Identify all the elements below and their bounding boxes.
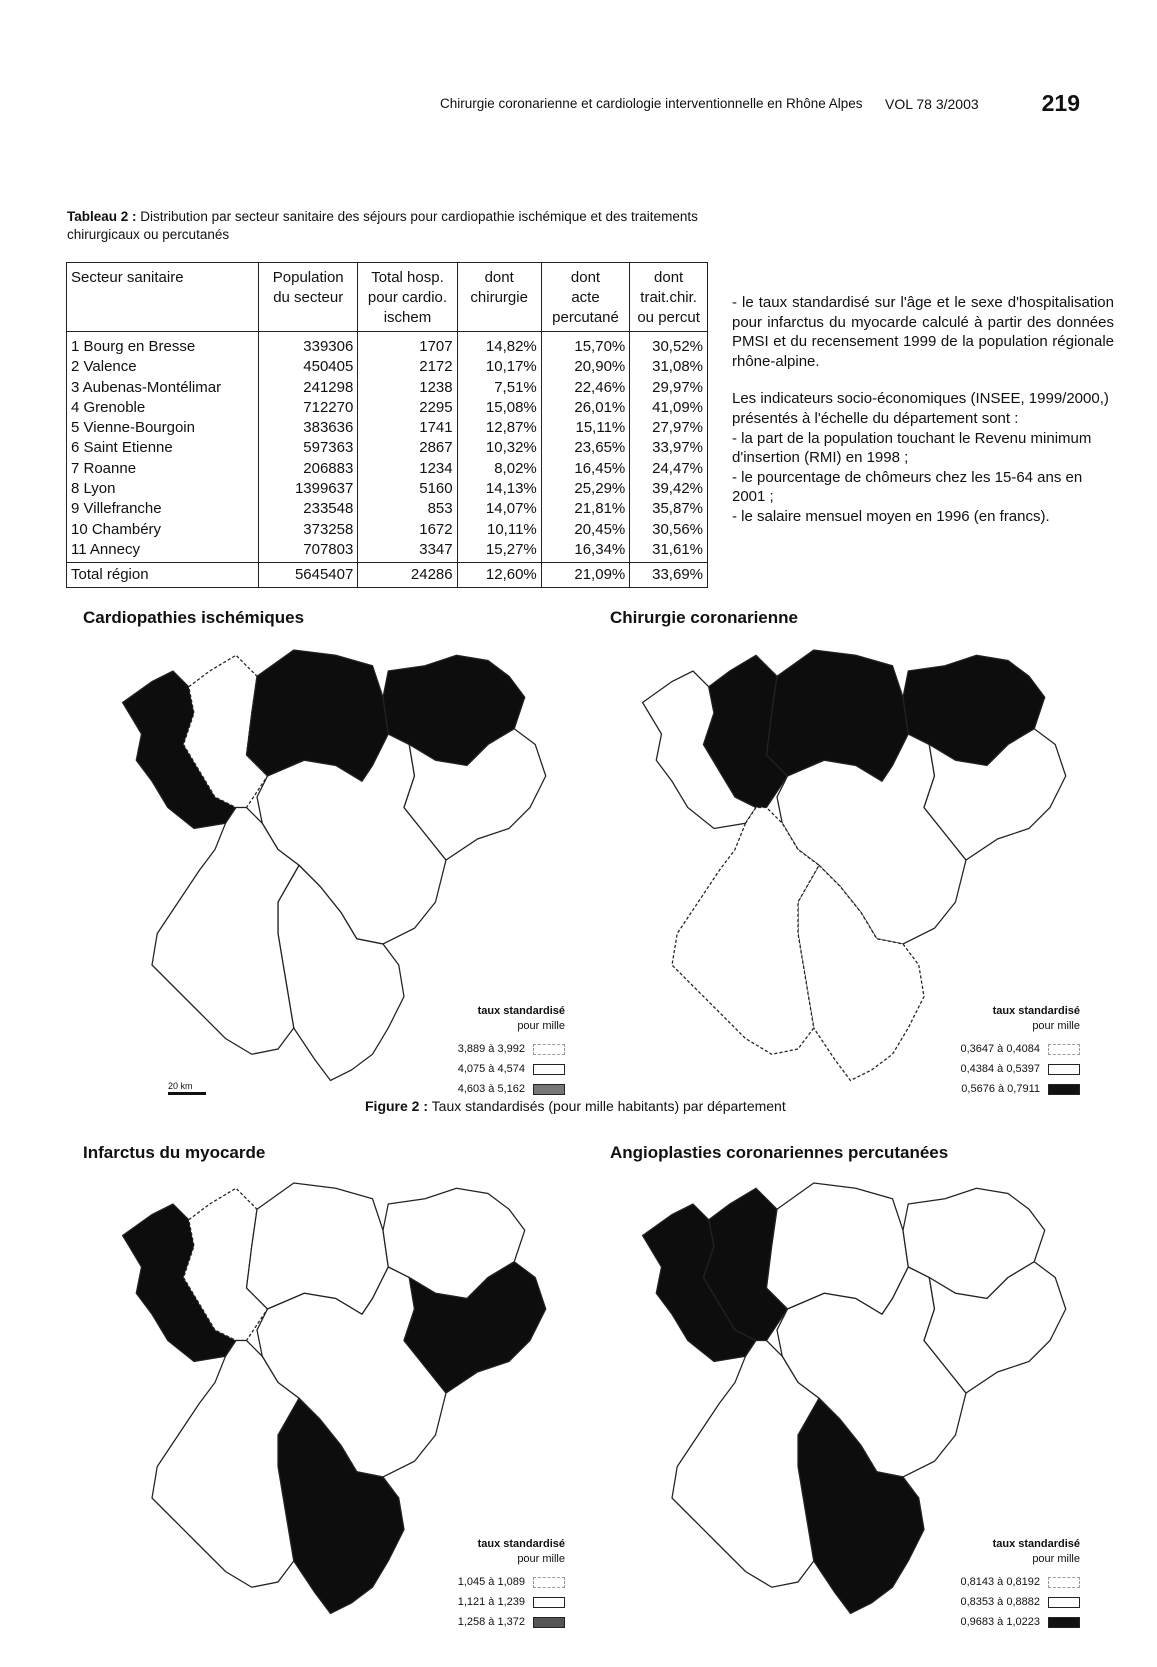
department-ain	[247, 1183, 389, 1314]
table-cell: 707803	[259, 540, 358, 563]
table-cell: 1 Bourg en Bresse	[67, 332, 259, 358]
table-cell: 41,09%	[630, 398, 708, 418]
table-cell: 206883	[259, 459, 358, 479]
legend-row	[420, 1039, 565, 1059]
table-header-line: percutané	[552, 309, 619, 326]
running-head	[440, 92, 1080, 116]
table-cell: 30,56%	[630, 520, 708, 540]
legend-row	[420, 1592, 565, 1612]
table-cell: 8 Lyon	[67, 479, 259, 499]
table-cell: 3347	[358, 540, 457, 563]
side-list-item: - la part de la population touchant le Revenu minimum d'insertion (RMI) en 1998 ;	[732, 429, 1092, 467]
table-header-line: dont	[654, 269, 684, 286]
table-cell: 7,51%	[457, 378, 541, 398]
table-row	[67, 479, 708, 499]
table-row	[67, 418, 708, 438]
table-cell: 20,90%	[541, 357, 629, 377]
legend-row	[420, 1572, 565, 1592]
table-cell: 9 Villefranche	[67, 499, 259, 519]
figure-caption-text: Taux standardisés (pour mille habitants) par département	[431, 1098, 786, 1114]
table-header-cell	[457, 263, 541, 332]
legend-subtitle: pour mille	[1032, 1553, 1080, 1565]
table-cell: 8,02%	[457, 459, 541, 479]
page-number: 219	[1041, 90, 1080, 116]
legend-swatch-mid	[533, 1064, 565, 1075]
legend-row	[420, 1079, 565, 1099]
side-list-item: - le salaire mensuel moyen en 1996 (en francs).	[732, 507, 1050, 525]
table-caption-text: Distribution par secteur sanitaire des séjours pour cardiopathie ischémique et des traitements chirurgicaux ou percutanés	[67, 209, 698, 242]
table-cell: 11 Annecy	[67, 540, 259, 563]
figure-caption-label: Figure 2 :	[365, 1098, 429, 1114]
legend-subtitle: pour mille	[1032, 1020, 1080, 1032]
legend-swatch-light	[1048, 1044, 1080, 1055]
table-cell: 35,87%	[630, 499, 708, 519]
table-header-line: pour cardio.	[367, 289, 448, 306]
legend-class-label: 1,045 à 1,089	[457, 1575, 525, 1588]
side-paragraph-2-intro: Les indicateurs socio-économiques (INSEE, 1999/2000,) présentés à l'échelle du département sont :	[732, 390, 1109, 427]
table-cell: 27,97%	[630, 418, 708, 438]
scale-bar-label: 20 km	[168, 1081, 193, 1091]
legend-row	[420, 1612, 565, 1632]
legend-subtitle: pour mille	[517, 1553, 565, 1565]
table-header-cell	[630, 263, 708, 332]
table-row	[67, 378, 708, 398]
table-cell: 16,34%	[541, 540, 629, 563]
legend-swatch-dark	[1048, 1617, 1080, 1628]
side-list-item: - le pourcentage de chômeurs chez les 15-64 ans en 2001 ;	[732, 468, 1083, 506]
table-cell: 597363	[259, 438, 358, 458]
table-cell: 2295	[358, 398, 457, 418]
legend-title: taux standardisé	[992, 1538, 1080, 1550]
table-row	[67, 499, 708, 519]
table-header-line: trait.chir.	[640, 289, 697, 306]
table-body	[67, 332, 708, 563]
table-cell: 15,08%	[457, 398, 541, 418]
table-cell: 10,17%	[457, 357, 541, 377]
table-cell: 25,29%	[541, 479, 629, 499]
table-total-cell: 12,60%	[457, 563, 541, 588]
table-caption	[67, 208, 707, 244]
table-caption-label: Tableau 2 :	[67, 209, 137, 224]
legend-title: taux standardisé	[477, 1538, 565, 1550]
table-total-cell: 5645407	[259, 563, 358, 588]
side-paragraph-1: - le taux standardisé sur l'âge et le sexe d'hospitalisation pour infarctus du myocarde calculé à partir des données PMSI et du recensement 1999 de la population régionale rhône-alpine.	[732, 294, 1114, 370]
table-cell: 450405	[259, 357, 358, 377]
scale-bar	[168, 1081, 206, 1095]
legend-subtitle: pour mille	[517, 1020, 565, 1032]
table-total-cell: 21,09%	[541, 563, 629, 588]
table-row	[67, 332, 708, 358]
table-header-line: ischem	[383, 309, 432, 326]
legend-class-label: 4,603 à 5,162	[457, 1082, 525, 1095]
table-header-line: dont	[484, 269, 514, 286]
table-cell: 1238	[358, 378, 457, 398]
legend-row	[935, 1592, 1080, 1612]
table-cell: 15,27%	[457, 540, 541, 563]
table-cell: 373258	[259, 520, 358, 540]
table-cell: 22,46%	[541, 378, 629, 398]
legend-swatch-dark	[1048, 1084, 1080, 1095]
table-header-line: du secteur	[273, 289, 344, 306]
table-header-line: dont	[570, 269, 601, 286]
legend-row	[935, 1612, 1080, 1632]
table-cell: 31,08%	[630, 357, 708, 377]
table-cell: 712270	[259, 398, 358, 418]
legend-swatch-dark	[533, 1084, 565, 1095]
table-cell: 20,45%	[541, 520, 629, 540]
journal-title: Chirurgie coronarienne et cardiologie interventionnelle en Rhône Alpes	[440, 96, 863, 111]
legend-swatch-light	[533, 1044, 565, 1055]
map-title-4: Angioplasties coronariennes percutanées	[610, 1143, 949, 1162]
side-paragraph-2	[732, 389, 1114, 526]
table-cell: 14,13%	[457, 479, 541, 499]
legend-swatch-light	[533, 1577, 565, 1588]
legend-row	[935, 1059, 1080, 1079]
table-cell: 16,45%	[541, 459, 629, 479]
table-cell: 2 Valence	[67, 357, 259, 377]
table-total-row	[67, 563, 708, 588]
table-header-line: chirurgie	[470, 289, 528, 306]
legend-class-label: 0,8353 à 0,8882	[960, 1595, 1040, 1608]
legend-class-label: 1,121 à 1,239	[457, 1595, 525, 1608]
table-cell: 1707	[358, 332, 457, 358]
legend-row	[935, 1572, 1080, 1592]
table-cell: 24,47%	[630, 459, 708, 479]
table-cell: 1234	[358, 459, 457, 479]
table-cell: 339306	[259, 332, 358, 358]
legend-swatch-mid	[1048, 1597, 1080, 1608]
table-cell: 4 Grenoble	[67, 398, 259, 418]
table-cell: 14,07%	[457, 499, 541, 519]
table-row	[67, 438, 708, 458]
legend-2	[935, 1004, 1080, 1099]
legend-class-label: 0,9683 à 1,0223	[960, 1615, 1040, 1628]
legend-class-label: 1,258 à 1,372	[457, 1615, 525, 1628]
table-row	[67, 398, 708, 418]
table-cell: 14,82%	[457, 332, 541, 358]
table-total-cell: 24286	[358, 563, 457, 588]
map-title-2: Chirurgie coronarienne	[610, 608, 798, 627]
department-ain	[767, 650, 909, 781]
table-cell: 31,61%	[630, 540, 708, 563]
scale-bar-line	[168, 1092, 206, 1095]
legend-title: taux standardisé	[477, 1005, 565, 1017]
table-header-cell	[259, 263, 358, 332]
table-cell: 383636	[259, 418, 358, 438]
table-header-line: Secteur sanitaire	[71, 269, 184, 286]
table-cell: 33,97%	[630, 438, 708, 458]
table-cell: 6 Saint Etienne	[67, 438, 259, 458]
table-header-cell	[358, 263, 457, 332]
table-cell: 1672	[358, 520, 457, 540]
legend-swatch-mid	[1048, 1064, 1080, 1075]
side-text	[732, 293, 1114, 527]
table-cell: 5160	[358, 479, 457, 499]
table-cell: 23,65%	[541, 438, 629, 458]
table-row	[67, 357, 708, 377]
table-cell: 39,42%	[630, 479, 708, 499]
table-cell: 1399637	[259, 479, 358, 499]
table-row	[67, 520, 708, 540]
table-row	[67, 540, 708, 563]
table-header-line: Total hosp.	[371, 269, 444, 286]
legend-class-label: 3,889 à 3,992	[457, 1042, 525, 1055]
table-cell: 7 Roanne	[67, 459, 259, 479]
table-header-line: ou percut	[637, 309, 700, 326]
department-ain	[247, 650, 389, 781]
legend-swatch-dark	[533, 1617, 565, 1628]
table-cell: 10,32%	[457, 438, 541, 458]
legend-swatch-mid	[533, 1597, 565, 1608]
figure-caption	[365, 1098, 786, 1114]
table-cell: 853	[358, 499, 457, 519]
table-cell: 241298	[259, 378, 358, 398]
table-cell: 26,01%	[541, 398, 629, 418]
legend-row	[935, 1039, 1080, 1059]
table-header-row	[67, 263, 708, 332]
legend-1	[420, 1004, 565, 1099]
department-ain	[767, 1183, 909, 1314]
map-title-1: Cardiopathies ischémiques	[83, 608, 305, 627]
legend-class-label: 4,075 à 4,574	[457, 1062, 525, 1075]
table-cell: 10,11%	[457, 520, 541, 540]
table-cell: 30,52%	[630, 332, 708, 358]
table-header-cell	[67, 263, 259, 332]
table-cell: 12,87%	[457, 418, 541, 438]
table-header-line: Population	[272, 269, 344, 286]
data-table	[66, 262, 708, 588]
table-total-cell: Total région	[67, 563, 259, 588]
legend-class-label: 0,8143 à 0,8192	[960, 1575, 1040, 1588]
legend-class-label: 0,4384 à 0,5397	[960, 1062, 1040, 1075]
legend-row	[420, 1059, 565, 1079]
table-cell: 21,81%	[541, 499, 629, 519]
legend-class-label: 0,5676 à 0,7911	[961, 1082, 1040, 1095]
table-cell: 2867	[358, 438, 457, 458]
table-header-line: acte	[571, 289, 600, 306]
table-cell: 2172	[358, 357, 457, 377]
table-cell: 29,97%	[630, 378, 708, 398]
table-cell: 15,11%	[541, 418, 629, 438]
legend-row	[935, 1079, 1080, 1099]
table-row	[67, 459, 708, 479]
legend-class-label: 0,3647 à 0,4084	[960, 1042, 1040, 1055]
legend-3	[420, 1537, 565, 1632]
table-cell: 15,70%	[541, 332, 629, 358]
legend-4	[935, 1537, 1080, 1632]
table-cell: 3 Aubenas-Montélimar	[67, 378, 259, 398]
legend-swatch-light	[1048, 1577, 1080, 1588]
table-cell: 1741	[358, 418, 457, 438]
table-cell: 5 Vienne-Bourgoin	[67, 418, 259, 438]
table-cell: 233548	[259, 499, 358, 519]
table-cell: 10 Chambéry	[67, 520, 259, 540]
table-total-cell: 33,69%	[630, 563, 708, 588]
legend-title: taux standardisé	[992, 1005, 1080, 1017]
volume-info: VOL 78 3/2003	[885, 96, 979, 112]
table-header-cell	[541, 263, 629, 332]
map-title-3: Infarctus du myocarde	[83, 1143, 266, 1162]
